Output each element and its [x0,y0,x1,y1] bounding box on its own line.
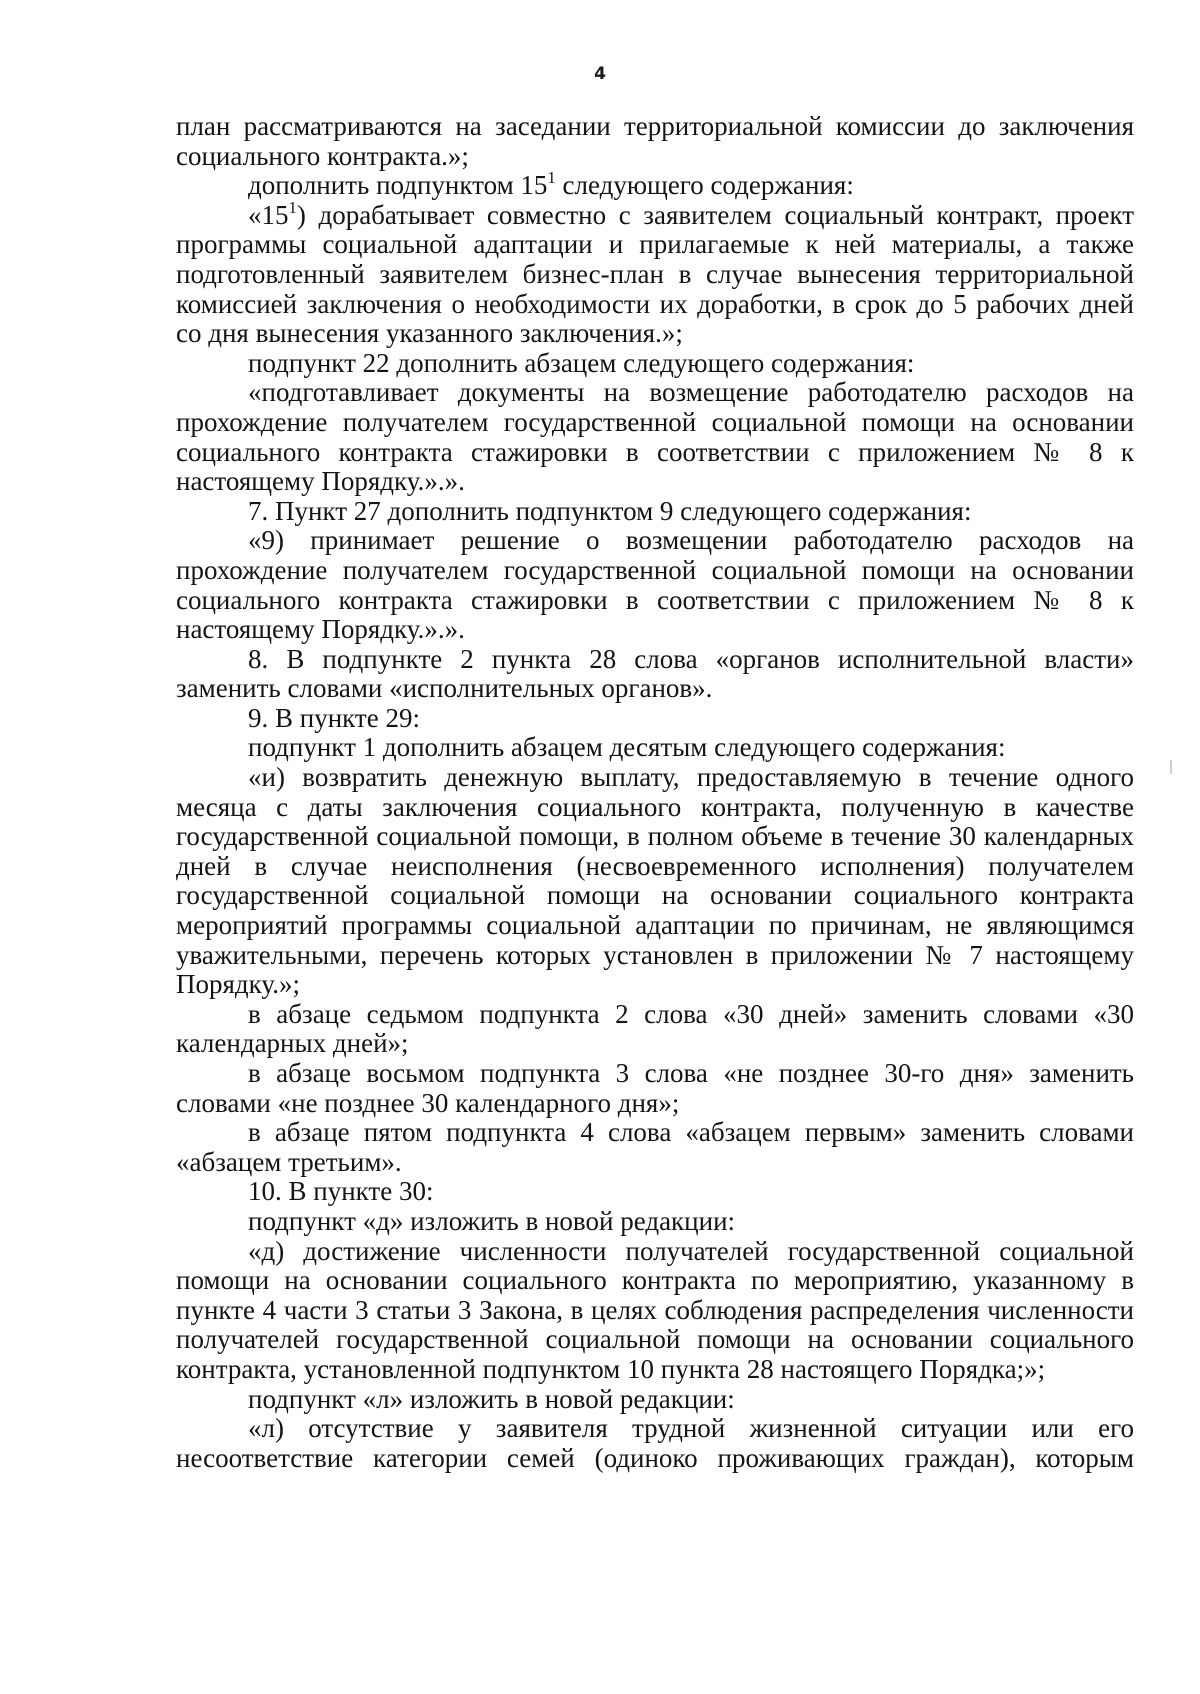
paragraph-text-after: ) дорабатывает совместно с заявителем социальный контракт, проект программы социальной адаптации и прилагаемые к ней материалы, а также подготовленный заявителем бизнес-план в случае вынесения территориальной комиссией заключения о необходимости их доработки, в срок до 5 рабочих дней со дня вынесения указанного заключения.»; [176,199,1134,349]
paragraph-subpoint-1: подпункт 1 дополнить абзацем десятым следующего содержания: [248,732,1006,763]
page-number: 4 [594,64,606,84]
document-body [176,112,1134,1473]
paragraph-text: «15 [248,199,289,230]
paragraph-subpoint-l: подпункт «л» изложить в новой редакции: [248,1383,735,1414]
paragraph-text-after: следующего содержания: [555,170,854,201]
paragraph-abzac-7: в абзаце седьмом подпункта 2 слова «30 дней» заменить словами «30 календарных дней»; [176,998,1134,1059]
paragraph-subpoint-15-1 [176,197,1134,349]
paragraph-quote-9: «9) принимает решение о возмещении работодателю расходов на прохождение получателем государственной социальной помощи на основании социального контракта стажировки в соответствии с приложением № 8 к настоящему Порядку.».». [176,525,1134,645]
paragraph-continuation: план рассматриваются на заседании территориальной комиссии до заключения социального контракта.»; [176,111,1134,171]
paragraph-subpoint-22: подпункт 22 дополнить абзацем следующего содержания: [248,347,915,378]
paragraph-abzac-5: в абзаце пятом подпункта 4 слова «абзацем первым» заменить словами «абзацем третьим». [176,1117,1134,1177]
paragraph-quote-l: «л) отсутствие у заявителя трудной жизненной ситуации или его несоответствие категории семей (одиноко проживающих граждан), которым [176,1413,1134,1473]
superscript: 1 [547,168,556,188]
paragraph-point-10: 10. В пункте 30: [248,1176,434,1207]
paragraph-point-9: 9. В пункте 29: [248,702,420,733]
scan-artifact-mark [1170,760,1172,774]
paragraph-text: дополнить подпунктом 15 [248,170,548,201]
paragraph-point-8: 8. В подпункте 2 пункта 28 слова «органов исполнительной власти» заменить словами «исполнительных органов». [176,643,1134,704]
paragraph-add-subpoint-15-1 [176,168,1134,201]
paragraph-quote-i: «и) возвратить денежную выплату, предоставляемую в течение одного месяца с даты заключения социального контракта, полученную в качестве государственной социальной помощи, в полном объеме в течение 30 календарных дней в случае неисполнения (несвоевременного исполнения) получателем государственной социальной помощи на основании социального контракта мероприятий программы социальной адаптации по причинам, не являющимся уважительными, перечень которых установлен в приложении № 7 настоящему Порядку.»; [176,762,1134,1000]
superscript: 1 [288,197,297,217]
paragraph-point-7: 7. Пункт 27 дополнить подпунктом 9 следующего содержания: [248,495,972,526]
paragraph-quote-documents: «подготавливает документы на возмещение работодателю расходов на прохождение получателем государственной социальной помощи на основании социального контракта стажировки в соответствии с приложением № 8 к настоящему Порядку.».». [176,377,1134,497]
paragraph-quote-d: «д) достижение численности получателей государственной социальной помощи на основании социального контракта по мероприятию, указанному в пункте 4 части 3 статьи 3 Закона, в целях соблюдения распределения численности получателей государственной социальной помощи на основании социального контракта, установленной подпунктом 10 пункта 28 настоящего Порядка;»; [176,1235,1134,1384]
paragraph-abzac-8: в абзаце восьмом подпункта 3 слова «не позднее 30-го дня» заменить словами «не позднее 30 календарного дня»; [176,1058,1134,1118]
paragraph-subpoint-d: подпункт «д» изложить в новой редакции: [248,1205,736,1236]
